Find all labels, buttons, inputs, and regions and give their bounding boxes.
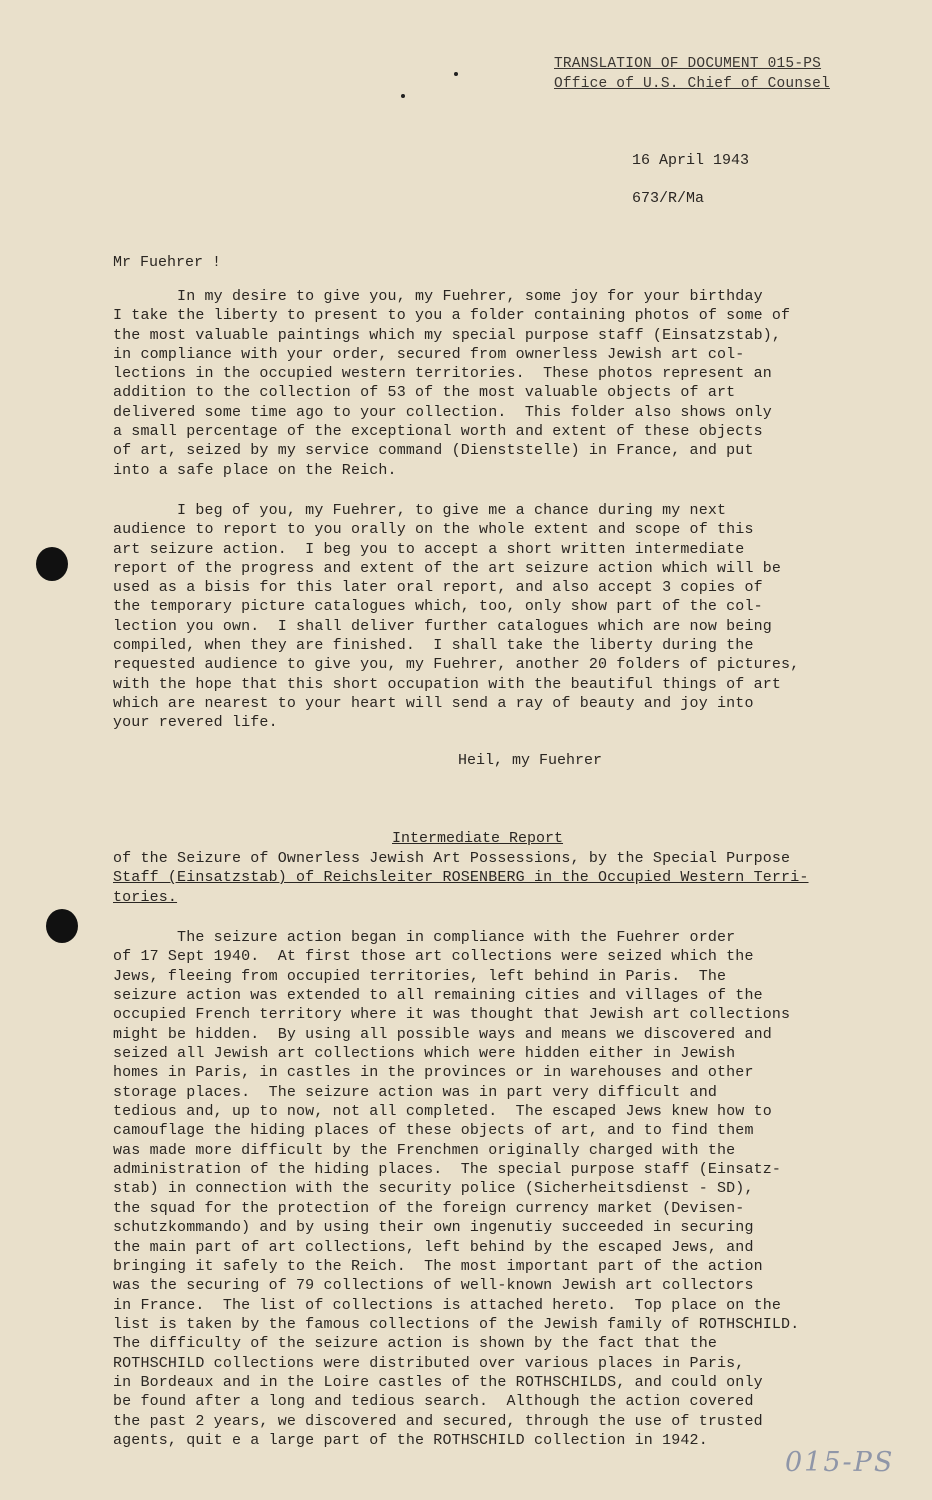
text-line: I take the liberty to present to you a folder containing photos of some of [113,307,791,325]
text-line: lections in the occupied western territories. These photos represent an [113,365,772,383]
subtitle-line: tories. [113,888,178,906]
punch-hole [46,909,78,943]
text-line: the temporary picture catalogues which, too, only show part of the col- [113,598,763,616]
text-line: Jews, fleeing from occupied territories, left behind in Paris. The [113,967,727,985]
text-line: report of the progress and extent of the art seizure action which will be [113,559,782,577]
text-line: used as a bisis for this later oral report, and also accept 3 copies of [113,579,763,597]
text-line: list is taken by the famous collections of the Jewish family of ROTHSCHILD. [113,1315,800,1333]
speck [454,72,458,76]
paragraph-seizure-action [113,928,843,1450]
text-line: The difficulty of the seizure action is shown by the fact that the [113,1335,717,1353]
text-line: requested audience to give you, my Fuehrer, another 20 folders of pictures, [113,656,800,674]
text-line: occupied French territory where it was thought that Jewish art collections [113,1006,791,1024]
text-line: with the hope that this short occupation with the beautiful things of art [113,675,782,693]
text-line: administration of the hiding places. The special purpose staff (Einsatz- [113,1161,782,1179]
paragraph-audience-request [113,501,843,733]
letter-reference: 673/R/Ma [632,190,705,207]
text-line: I beg of you, my Fuehrer, to give me a chance during my next [113,502,727,519]
report-title: Intermediate Report [392,830,564,847]
text-line: of 17 Sept 1940. At first those art collections were seized which the [113,948,754,966]
handwritten-document-number: 015-PS [785,1447,895,1478]
closing: Heil, my Fuehrer [458,752,603,769]
text-line: ROTHSCHILD collections were distributed over various places in Paris, [113,1354,745,1372]
text-line: the squad for the protection of the foreign currency market (Devisen- [113,1199,745,1217]
text-line: in France. The list of collections is attached hereto. Top place on the [113,1296,782,1314]
report-subtitle [113,849,843,907]
text-line: of art, seized by my service command (Dienststelle) in France, and put [113,442,754,460]
text-line: compiled, when they are finished. I shall take the liberty during the [113,637,754,655]
text-line: delivered some time ago to your collection. This folder also shows only [113,403,772,421]
text-line: agents, quit e a large part of the ROTHSCHILD collection in 1942. [113,1431,708,1449]
text-line: was made more difficult by the Frenchmen originally charged with the [113,1141,736,1159]
text-line: addition to the collection of 53 of the most valuable objects of art [113,384,736,402]
salutation: Mr Fuehrer ! [113,254,222,271]
text-line: the past 2 years, we discovered and secured, through the use of trusted [113,1412,763,1430]
text-line: In my desire to give you, my Fuehrer, some joy for your birthday [113,288,763,305]
letter-date: 16 April 1943 [632,152,750,169]
text-line: which are nearest to your heart will send a ray of beauty and joy into [113,694,754,712]
text-line: was the securing of 79 collections of well-known Jewish art collectors [113,1277,754,1295]
text-line: the main part of art collections, left behind by the escaped Jews, and [113,1238,754,1256]
text-line: storage places. The seizure action was in part very difficult and [113,1083,717,1101]
subtitle-line: of the Seizure of Ownerless Jewish Art Possessions, by the Special Purpose [113,850,791,867]
text-line: might be hidden. By using all possible ways and means we discovered and [113,1025,772,1043]
text-line: a small percentage of the exceptional worth and extent of these objects [113,423,763,441]
speck [401,94,405,98]
text-line: seizure action was extended to all remaining cities and villages of the [113,987,763,1005]
text-line: art seizure action. I beg you to accept a short written intermediate [113,540,745,558]
stamp-line-office: Office of U.S. Chief of Counsel [554,76,830,92]
text-line: bringing it safely to the Reich. The most important part of the action [113,1257,763,1275]
text-line: The seizure action began in compliance with the Fuehrer order [113,929,736,946]
text-line: the most valuable paintings which my special purpose staff (Einsatzstab), [113,326,782,344]
translation-stamp [554,54,830,94]
text-line: in compliance with your order, secured from ownerless Jewish art col- [113,345,745,363]
text-line: stab) in connection with the security police (Sicherheitsdienst - SD), [113,1180,754,1198]
text-line: in Bordeaux and in the Loire castles of the ROTHSCHILDS, and could only [113,1373,763,1391]
text-line: be found after a long and tedious search. Although the action covered [113,1393,754,1411]
text-line: lection you own. I shall deliver further catalogues which are now being [113,617,772,635]
stamp-line-document: TRANSLATION OF DOCUMENT 015-PS [554,56,822,72]
text-line: tedious and, up to now, not all completed. The escaped Jews knew how to [113,1103,772,1121]
text-line: seized all Jewish art collections which were hidden either in Jewish [113,1045,736,1063]
text-line: homes in Paris, in castles in the provinces or in warehouses and other [113,1064,754,1082]
text-line: camouflage the hiding places of these objects of art, and to find them [113,1122,754,1140]
text-line: your revered life. [113,714,278,732]
paragraph-birthday-gift [113,287,843,480]
subtitle-line: Staff (Einsatzstab) of Reichsleiter ROSENBERG in the Occupied Western Terri- [113,869,809,887]
text-line: into a safe place on the Reich. [113,461,397,479]
punch-hole [36,547,68,581]
text-line: audience to report to you orally on the whole extent and scope of this [113,521,754,539]
text-line: schutzkommando) and by using their own ingenutiy succeeded in securing [113,1219,754,1237]
